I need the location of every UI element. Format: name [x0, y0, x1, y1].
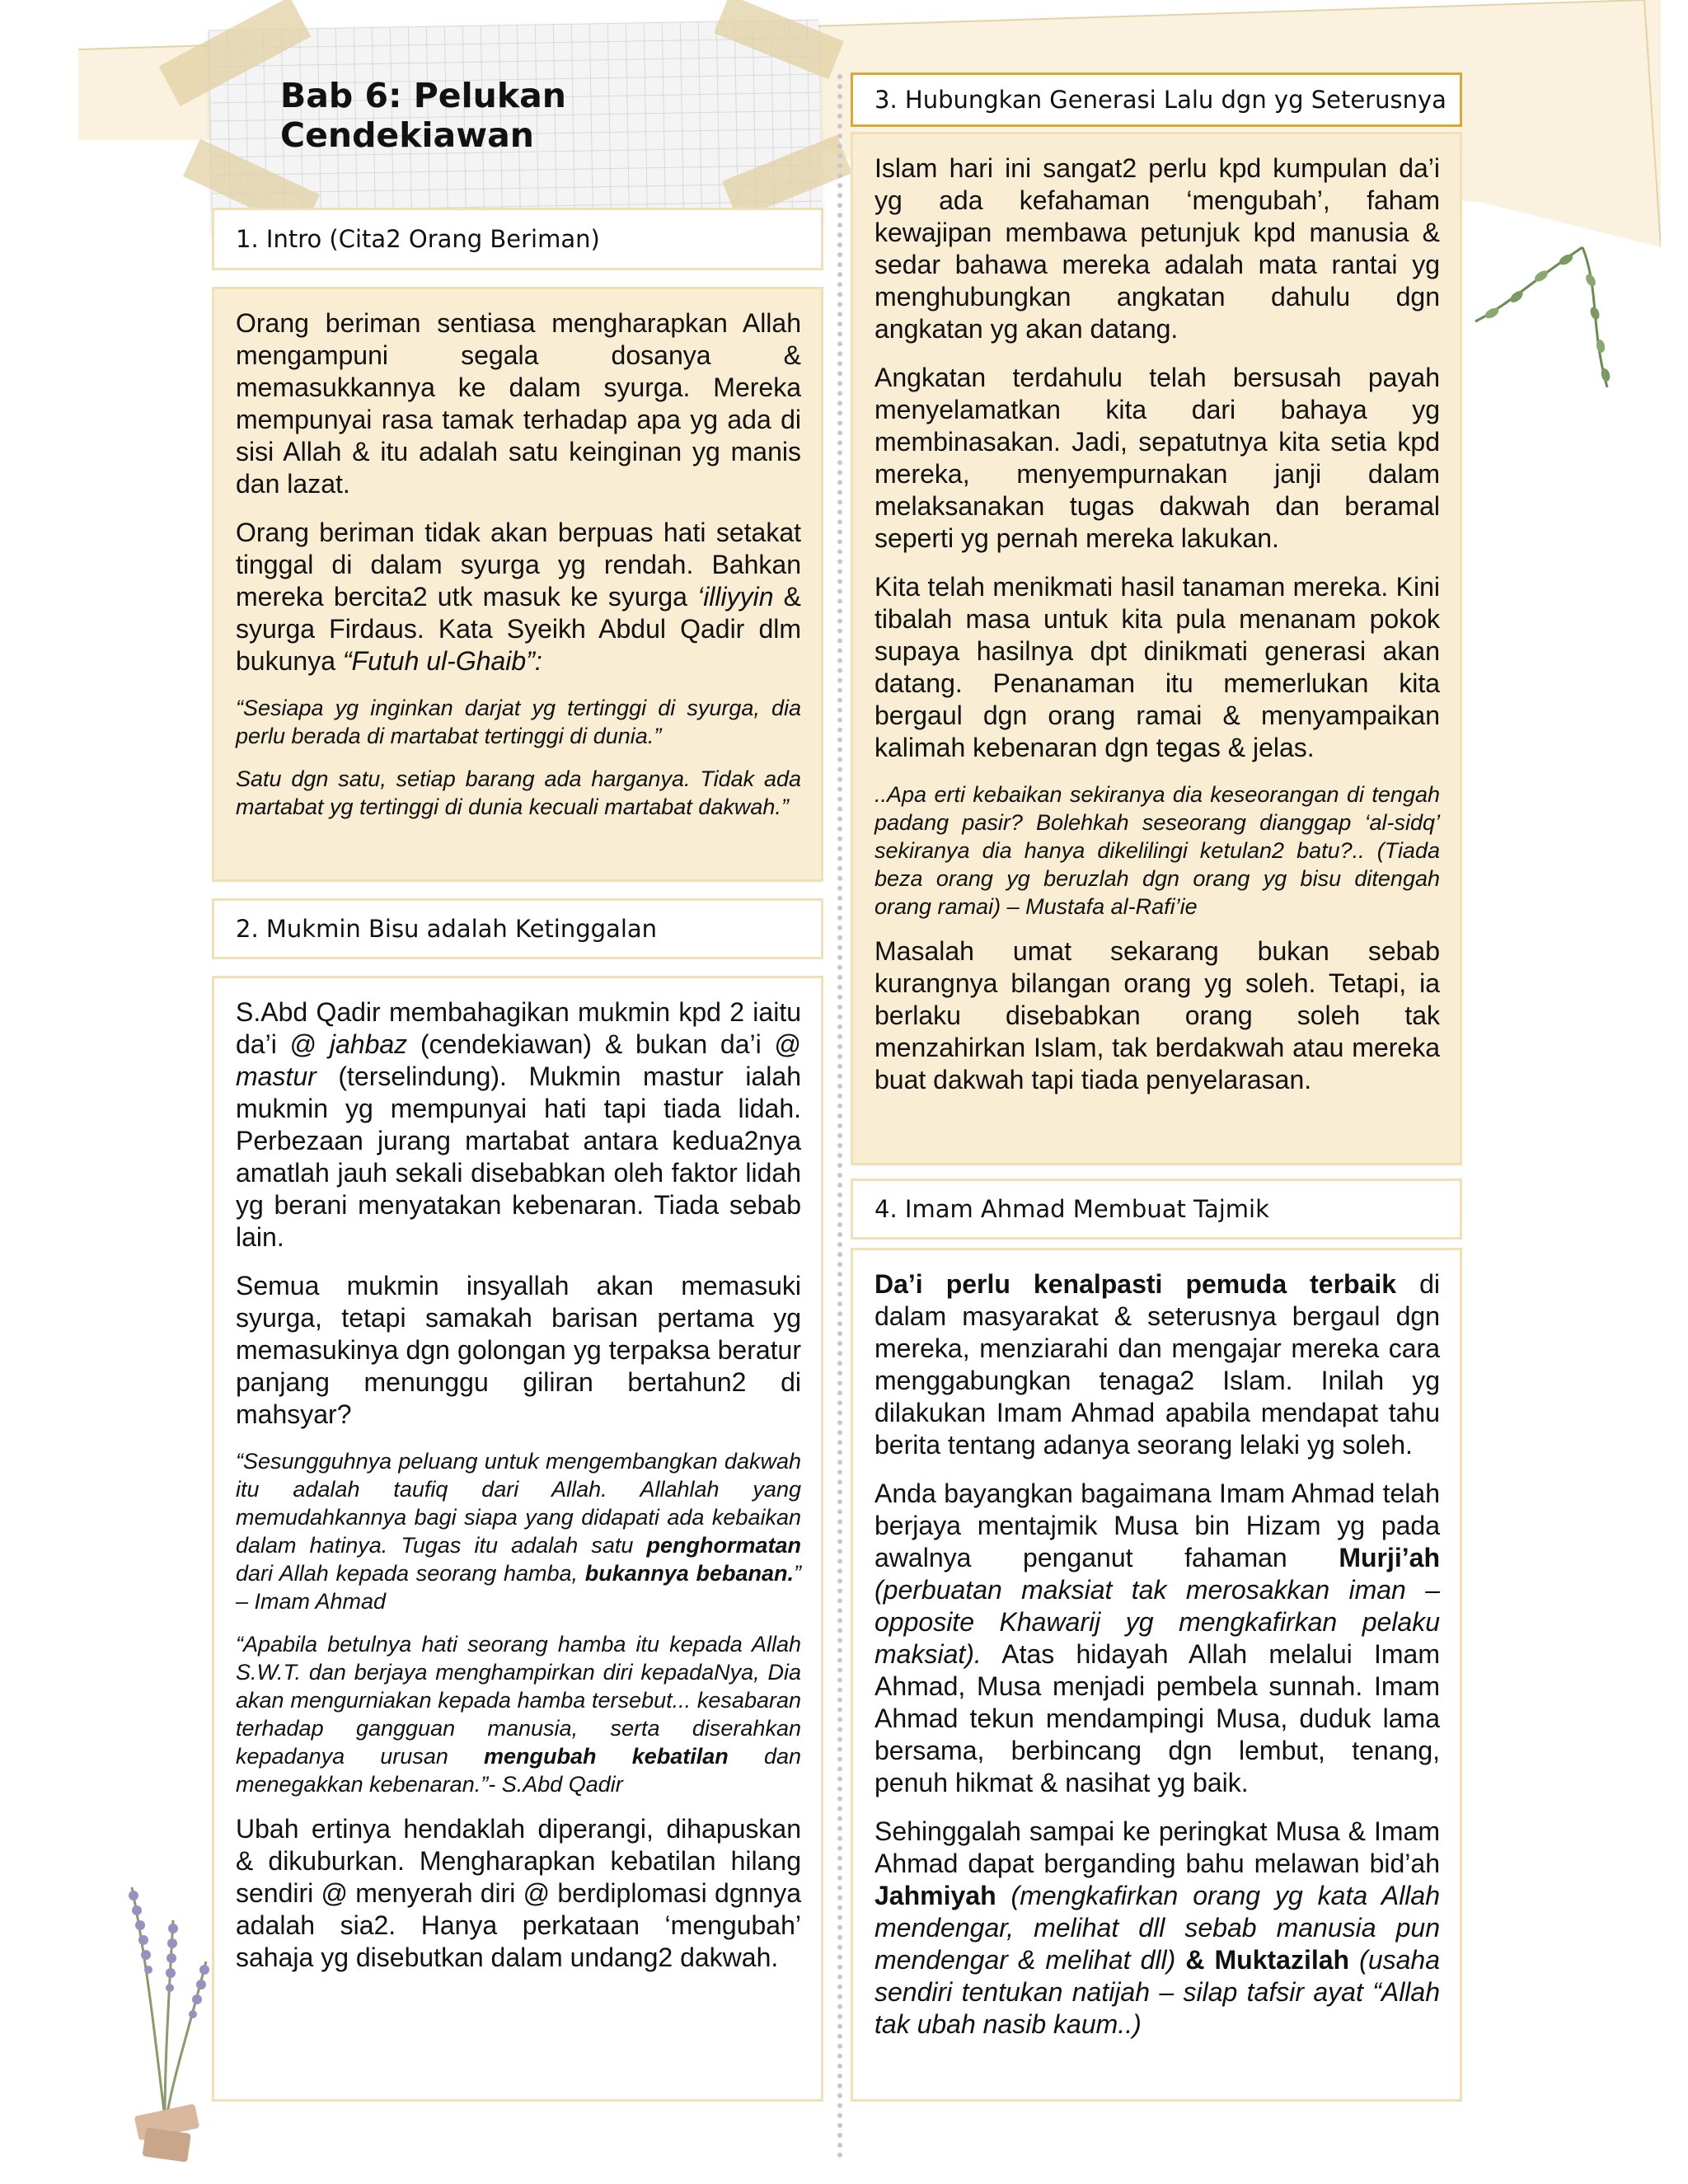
column-divider [837, 74, 842, 2159]
chapter-title: Bab 6: Pelukan Cendekiawan [280, 76, 566, 155]
section-2-paragraph-1: S.Abd Qadir membahagikan mukmin kpd 2 iaitu da’i @ jahbaz (cendekiawan) & bukan da’i @ mastur (terselindung). Mukmin mastur ialah mukmin yg mempunyai hati tapi tiada lidah. Perbezaan jurang martabat antara kedua2nya amatlah jauh sekali disebabkan oleh faktor lidah yg berani menyatakan kebenaran. Tiada sebab lain. [236, 997, 801, 1252]
section-4-paragraph-2: Anda bayangkan bagaimana Imam Ahmad telah berjaya mentajmik Musa bin Hizam yg pada awalnya penganut fahaman Murji’ah (perbuatan maksiat tak merosakkan iman – opposite Khawarij yg mengkafirkan pelaku maksiat). Atas hidayah Allah melalui Imam Ahmad, Musa menjadi pembela sunnah. Imam Ahmad tekun mendampingi Musa, duduk lama bersama, berbincang dgn lembut, tenang, penuh hikmat & nasihat yg baik. [874, 1479, 1440, 1797]
section-3-paragraph-1: Islam hari ini sangat2 perlu kpd kumpulan da’i yg ada kefahaman ‘mengubah’, faham kewajipan membawa petunjuk kpd manusia & sedar bahawa mereka adalah mata rantai yg menghubungkan angkatan dahulu dgn angkatan yg akan datang. [874, 153, 1440, 344]
section-4-paragraph-3: Sehinggalah sampai ke peringkat Musa & Imam Ahmad dapat berganding bahu melawan bid’ah Jahmiyah (mengkafirkan orang yg kata Allah mendengar, melihat dll sebab manusia pun mendengar & melihat dll) & Muktazilah (usaha sendiri tentukan natijah – silap tafsir ayat “Allah tak ubah nasib kaum..) [874, 1816, 1441, 2039]
section-1-paragraph-2: Orang beriman tidak akan berpuas hati setakat tinggal di dalam syurga yg rendah. Bahkan mereka bercita2 utk masuk ke syurga ‘illiyyin & syurga Firdaus. Kata Syeikh Abdul Qadir dlm bukunya “Futuh ul-Ghaib”: [236, 518, 801, 676]
section-1-quote-2: Satu dgn satu, setiap barang ada harganya. Tidak ada martabat yg tertinggi di dunia kecuali martabat dakwah.” [236, 766, 801, 819]
section-3-paragraph-4: Masalah umat sekarang bukan sebab kurangnya bilangan orang yg soleh. Tetapi, ia berlaku disebabkan orang soleh tak menzahirkan Islam, tak berdakwah atau mereka buat dakwah tapi tiada penyelarasan. [874, 936, 1440, 1094]
section-1-box [212, 287, 823, 882]
section-1-paragraph-1: Orang beriman sentiasa mengharapkan Allah mengampuni segala dosanya & memasukkannya ke dalam syurga. Mereka mempunyai rasa tamak terhadap apa yg ada di sisi Allah & itu adalah satu keinginan yg manis dan lazat. [236, 308, 801, 499]
section-1-quote-1: “Sesiapa yg inginkan darjat yg tertinggi di syurga, dia perlu berada di martabat tertinggi di dunia.” [236, 696, 801, 748]
section-3-paragraph-3: Kita telah menikmati hasil tanaman mereka. Kini tibalah masa untuk kita pula menanam pokok supaya hasilnya dpt dinikmati generasi akan datang. Penanaman itu memerlukan kita bergaul dgn orang ramai & menyampaikan kalimah kebenaran dgn tegas & jelas. [874, 572, 1440, 762]
section-3-quote-1: ..Apa erti kebaikan sekiranya dia keseorangan di tengah padang pasir? Bolehkah seseorang dianggap ‘al-sidq’ sekiranya dia hanya dikelilingi ketulan2 batu?.. (Tiada beza orang yg beruzlah dgn orang yg bisu ditengah orang ramai) – Mustafa al-Rafi’ie [874, 782, 1440, 919]
vine-plant-illustration [1459, 231, 1624, 396]
section-3-box [851, 132, 1462, 1165]
section-2-quote-1: “Sesungguhnya peluang untuk mengembangkan dakwah itu adalah taufiq dari Allah. Allahlah yang memudahkannya bagi siapa yang didapati ada kebaikan dalam hatinya. Tugas itu adalah satu penghormatan dari Allah kepada seorang hamba, bukannya bebanan.” – Imam Ahmad [236, 1449, 801, 1614]
section-3-paragraph-2: Angkatan terdahulu telah bersusah payah menyelamatkan kita dari bahaya yg membinasakan. Jadi, sepatutnya kita setia kpd mereka, menyempurnakan janji dalam melaksanakan tugas dakwah dan beramal seperti yg pernah mereka lakukan. [874, 363, 1440, 553]
section-1-heading: 1. Intro (Cita2 Orang Beriman) [212, 208, 823, 270]
section-2-heading: 2. Mukmin Bisu adalah Ketinggalan [212, 898, 823, 959]
lavender-illustration [99, 1871, 231, 2176]
section-3-heading: 3. Hubungkan Generasi Lalu dgn yg Seterusnya [851, 73, 1462, 127]
section-2-quote-2: “Apabila betulnya hati seorang hamba itu kepada Allah S.W.T. dan berjaya menghampirkan diri kepadaNya, Dia akan mengurniakan kepada hamba tersebut... kesabaran terhadap gangguan manusia, serta diserahkan kepadanya urusan mengubah kebatilan dan menegakkan kebenaran.”- S.Abd Qadir [236, 1632, 801, 1797]
section-4-box [851, 1248, 1462, 2102]
section-2-paragraph-2: Semua mukmin insyallah akan memasuki syurga, tetapi samakah barisan pertama yg memasukinya dgn golongan yg terpaksa beratur panjang menunggu giliran bertahun2 di mahsyar? [236, 1271, 801, 1429]
section-2-paragraph-3: Ubah ertinya hendaklah diperangi, dihapuskan & dikuburkan. Mengharapkan kebatilan hilang sendiri @ menyerah diri @ berdiplomasi dgnnya adalah sia2. Hanya perkataan ‘mengubah’ sahaja yg disebutkan dalam undang2 dakwah. [236, 1814, 801, 1972]
section-4-heading: 4. Imam Ahmad Membuat Tajmik [851, 1179, 1462, 1240]
section-2-box [212, 976, 823, 2102]
section-4-paragraph-1: Da’i perlu kenalpasti pemuda terbaik di dalam masyarakat & seterusnya bergaul dgn mereka, menziarahi dan mengajar mereka cara menggabungkan tenaga2 Islam. Inilah yg dilakukan Imam Ahmad apabila mendapat tahu berita tentang adanya seorang lelaki yg soleh. [874, 1269, 1441, 1460]
